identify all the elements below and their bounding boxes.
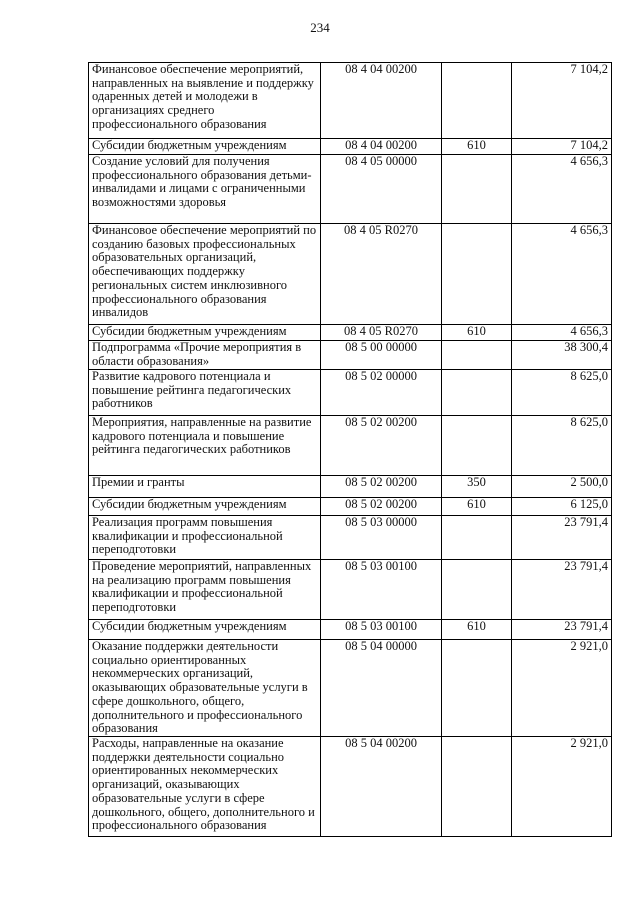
row-sum: 4 656,3 [512, 325, 612, 341]
row-sum: 7 104,2 [512, 139, 612, 155]
row-name: Финансовое обеспечение мероприятий, направленных на выявление и поддержку одаренных детей и молодежи в организациях среднего профессионального образования [89, 63, 321, 139]
row-sum: 23 791,4 [512, 560, 612, 620]
row-type: 610 [442, 620, 512, 640]
row-sum: 8 625,0 [512, 416, 612, 476]
row-name: Субсидии бюджетным учреждениям [89, 498, 321, 516]
table-row [89, 620, 612, 640]
row-name: Создание условий для получения профессионального образования детьми-инвалидами и лицами с ограниченными возможностями здоровья [89, 155, 321, 224]
row-code: 08 4 05 00000 [321, 155, 442, 224]
row-code: 08 5 02 00200 [321, 498, 442, 516]
row-type [442, 63, 512, 139]
row-type: 610 [442, 498, 512, 516]
row-code: 08 4 04 00200 [321, 63, 442, 139]
row-type [442, 416, 512, 476]
row-type: 350 [442, 476, 512, 498]
row-name: Проведение мероприятий, направленных на реализацию программ повышения квалификации и профессиональной переподготовки [89, 560, 321, 620]
row-type [442, 341, 512, 370]
table-row [89, 516, 612, 560]
row-sum: 7 104,2 [512, 63, 612, 139]
table-row [89, 63, 612, 139]
row-name: Оказание поддержки деятельности социально ориентированных некоммерческих организаций, оказывающих образовательные услуги в сфере дошкольного, общего, дополнительного и профессионального образования [89, 640, 321, 737]
row-type [442, 737, 512, 837]
row-sum: 23 791,4 [512, 516, 612, 560]
row-code: 08 5 03 00000 [321, 516, 442, 560]
budget-table [88, 62, 612, 837]
row-code: 08 5 03 00100 [321, 560, 442, 620]
table-row [89, 341, 612, 370]
row-type [442, 516, 512, 560]
table-row [89, 370, 612, 416]
row-code: 08 5 00 00000 [321, 341, 442, 370]
table-row [89, 498, 612, 516]
row-sum: 38 300,4 [512, 341, 612, 370]
row-sum: 23 791,4 [512, 620, 612, 640]
table-row [89, 560, 612, 620]
row-code: 08 4 05 R0270 [321, 224, 442, 325]
table-row [89, 737, 612, 837]
row-type [442, 640, 512, 737]
row-name: Развитие кадрового потенциала и повышение рейтинга педагогических работников [89, 370, 321, 416]
row-sum: 2 921,0 [512, 640, 612, 737]
row-name: Расходы, направленные на оказание поддержки деятельности социально ориентированных некоммерческих организаций, оказывающих образовательные услуги в сфере дошкольного, общего, дополнительного и профессионального образования [89, 737, 321, 837]
table-row [89, 139, 612, 155]
table-row [89, 476, 612, 498]
table-row [89, 325, 612, 341]
table-row [89, 224, 612, 325]
row-sum: 8 625,0 [512, 370, 612, 416]
row-type [442, 560, 512, 620]
row-name: Реализация программ повышения квалификации и профессиональной переподготовки [89, 516, 321, 560]
row-code: 08 5 04 00200 [321, 737, 442, 837]
row-name: Субсидии бюджетным учреждениям [89, 139, 321, 155]
row-code: 08 4 05 R0270 [321, 325, 442, 341]
row-name: Премии и гранты [89, 476, 321, 498]
row-code: 08 4 04 00200 [321, 139, 442, 155]
row-type: 610 [442, 325, 512, 341]
row-type: 610 [442, 139, 512, 155]
row-sum: 2 921,0 [512, 737, 612, 837]
row-code: 08 5 02 00200 [321, 476, 442, 498]
row-type [442, 155, 512, 224]
row-type [442, 224, 512, 325]
row-code: 08 5 02 00000 [321, 370, 442, 416]
row-name: Мероприятия, направленные на развитие кадрового потенциала и повышение рейтинга педагогических работников [89, 416, 321, 476]
page-number: 234 [310, 20, 330, 35]
row-name: Финансовое обеспечение мероприятий по созданию базовых профессиональных образовательных организаций, обеспечивающих поддержку региональных систем инклюзивного профессионального образования инвалидов [89, 224, 321, 325]
table-row [89, 640, 612, 737]
row-code: 08 5 04 00000 [321, 640, 442, 737]
row-type [442, 370, 512, 416]
row-code: 08 5 02 00200 [321, 416, 442, 476]
row-sum: 2 500,0 [512, 476, 612, 498]
row-sum: 4 656,3 [512, 224, 612, 325]
table-row [89, 416, 612, 476]
row-code: 08 5 03 00100 [321, 620, 442, 640]
row-sum: 4 656,3 [512, 155, 612, 224]
row-sum: 6 125,0 [512, 498, 612, 516]
row-name: Субсидии бюджетным учреждениям [89, 325, 321, 341]
table-row [89, 155, 612, 224]
row-name: Субсидии бюджетным учреждениям [89, 620, 321, 640]
row-name: Подпрограмма «Прочие мероприятия в области образования» [89, 341, 321, 370]
